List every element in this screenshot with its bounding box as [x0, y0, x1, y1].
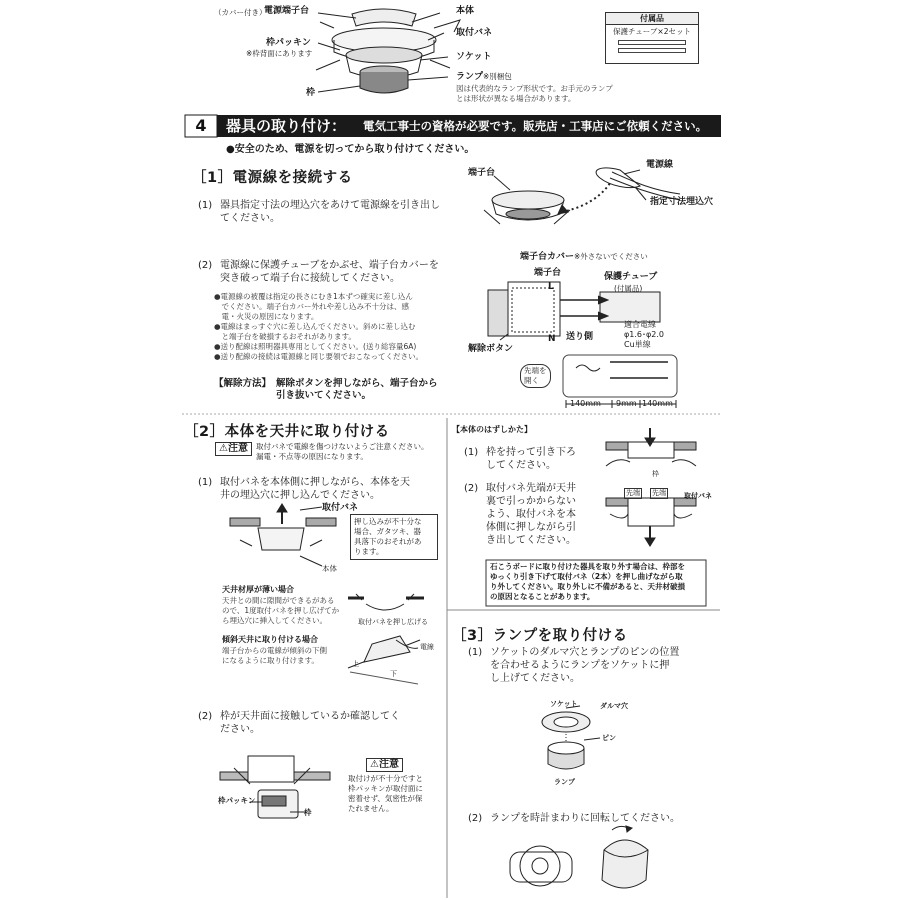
step2-heading: ［2］本体を天井に取り付ける: [184, 424, 390, 440]
removal-frame-label: 枠: [652, 470, 659, 478]
removal-p2-num: (2): [464, 483, 479, 494]
frame-packing-label: 枠パッキン: [266, 38, 311, 48]
lamp-note-1: 図は代表的なランプ形状です。お手元のランプ: [456, 84, 613, 93]
spring-label: 取付バネ: [456, 28, 493, 38]
insert-warning-box: 押し込みが不十分な 場合、ガタツキ、器 具落下のおそれがあ ります。: [350, 514, 438, 560]
tip-label-a: 先端: [626, 489, 640, 497]
thin-fig-caption: 取付バネを押し広げる: [358, 618, 428, 626]
fig2-release-label: 解除ボタン: [468, 344, 514, 354]
release-text: 解除ボタンを押しながら、端子台から 引き抜いてください。: [276, 378, 438, 401]
fig2-terminal-label: 端子台: [534, 268, 562, 278]
caution2-text: 取付けが不十分ですと 枠パッキンが取付面に 密着せず、気密性が保 たれません。: [348, 774, 423, 813]
lamp-rotate-fig: [510, 826, 648, 888]
step2-p1: 取付バネを本体側に押しながら、本体を天 井の埋込穴に押し込んでください。: [220, 477, 410, 501]
caution2-badge: ⚠注意: [366, 758, 403, 772]
tube-icon: [618, 48, 686, 53]
release-label: 【解除方法】: [214, 378, 272, 389]
step2-fig1: [230, 504, 336, 566]
fig-frame-label: 枠: [304, 808, 312, 817]
removal-spring-label: 取付バネ: [684, 492, 712, 500]
caution-badge: ⚠注意: [215, 442, 252, 456]
accessory-box: [605, 12, 699, 64]
removal-title: 【本体のはずしかた】: [452, 425, 532, 434]
accessory-item: 保護チューブ×2セット: [613, 27, 691, 36]
step1-p1: 器具指定寸法の埋込穴をあけて電源線を引き出し てください。: [220, 200, 440, 224]
step1-p1-num: (1): [198, 200, 213, 211]
removal-p2: 取付バネ先端が天井 裏で引っかからない よう、取付バネを本 体側に押しながら引 き出してください。: [486, 483, 576, 546]
fig2-wire-spec: 適合電線 φ1.6･φ2.0 Cu単線: [624, 320, 664, 349]
packing-note: ※枠背面にあります: [246, 49, 313, 58]
section-number: 4: [195, 116, 207, 135]
fig-body-label: 本体: [322, 564, 337, 573]
removal-p1: 枠を持って引き下ろ してください。: [486, 447, 576, 471]
fig2-N: N: [548, 334, 556, 344]
caution-text: 取付バネで電線を傷つけないようご注意ください。 漏電・不点等の原因になります。: [256, 442, 429, 461]
fig-terminal-label: 端子台: [468, 168, 496, 178]
socket-label: ソケット: [456, 52, 492, 62]
terminal-base-label: 電源端子台: [264, 6, 310, 16]
step1-p2: 電源線に保護チューブをかぶせ、端子台カバーを 突き破って端子台に接続してください。: [220, 260, 439, 284]
section-title: 器具の取り付け：: [226, 117, 347, 135]
removal-box-text: 石こうボードに取り付けた器具を取り外す場合は、枠部を ゆっくり引き下げて取付バネ（2本）を押し曲げながら取 り外してください。取り外しに不備があると、天井材破損 の原因となることがあります。: [490, 562, 685, 601]
frame-contact-fig: [220, 756, 330, 818]
slope-title: 傾斜天井に取り付ける場合: [222, 635, 318, 644]
step2-p1-num: (1): [198, 477, 213, 488]
fig2-tube-label: 保護チューブ: [604, 272, 658, 282]
accessory-title: 付属品: [606, 13, 698, 25]
fig-pin-label: ピン: [602, 734, 616, 742]
step1-bullets: ●電源線の被覆は指定の長さにむき1本ずつ確実に差し込ん でください。端子台カバー外れや差し込み不十分は、感 電・火災の原因になります。 ●電線はまっすぐ穴に差し込んでください。斜めに差し込む と端子台を破損するおそれがあります。 ●送り配線は照明器具専用としてください。(送り総容量6A) ●送り配線の接続は電源線と同じ要領でおこなってください。: [214, 292, 424, 361]
slope-down-label: 下: [390, 670, 397, 678]
thin-ceiling-fig: [348, 594, 424, 610]
warning-triangle-icon: ⚠: [370, 759, 379, 770]
slope-text: 端子台からの電線が傾斜の下側 になるように取り付けます。: [222, 646, 327, 665]
lamp-note-2: とは形状が異なる場合があります。: [456, 94, 576, 103]
step3-p2: ランプを時計まわりに回転してください。: [490, 813, 680, 824]
fig-keyhole-label: ダルマ穴: [600, 702, 628, 710]
removal-p1-num: (1): [464, 447, 479, 458]
thin-title: 天井材厚が薄い場合: [222, 585, 294, 594]
fig2-L: L: [548, 282, 554, 292]
lamp-install-fig: [542, 706, 600, 769]
fig-lamp-label: ランプ: [554, 778, 575, 786]
tube-icon: [618, 40, 686, 45]
step3-p2-num: (2): [468, 813, 483, 824]
fig2-dim-a: 140mm: [570, 399, 601, 408]
fig-power-wire-label: 電源線: [646, 160, 674, 170]
thin-text: 天井との間に隙間ができるがある ので、1度取付バネを押し広げてか ら埋込穴に挿入してください。: [222, 596, 340, 625]
cover-label: （カバー付き）: [214, 8, 267, 17]
body-label: 本体: [456, 6, 475, 16]
tip-label-b: 先端: [652, 489, 666, 497]
fig-socket-label: ソケット: [550, 700, 578, 708]
fig2-cover-label: 端子台カバー※外さないでください: [520, 252, 648, 262]
warning-triangle-icon: ⚠: [219, 443, 228, 454]
lamp-label: ランプ※別梱包: [456, 72, 512, 82]
slope-wire-label: 電線: [420, 643, 434, 651]
removal-fig2: [606, 498, 696, 546]
section-subtitle: 電気工事士の資格が必要です。販売店・工事店にご依頼ください。: [363, 119, 708, 133]
fig2-dim-c: 140mm: [642, 399, 673, 408]
top-fixture-drawing: [316, 9, 460, 93]
safety-note: ●安全のため、電源を切ってから取り付けてください。: [226, 144, 475, 155]
fig-spring-label: 取付バネ: [322, 503, 359, 513]
slope-up-label: 上: [352, 660, 359, 668]
step3-heading: ［3］ランプを取り付ける: [452, 628, 628, 644]
step3-p1-num: (1): [468, 647, 483, 658]
step2-p2-num: (2): [198, 711, 213, 722]
fig2-open-callout: 先端を 開く: [520, 364, 551, 388]
step1-fig1: [484, 168, 680, 224]
step3-p1: ソケットのダルマ穴とランプのピンの位置 を合わせるようにランプをソケットに押 し上げてください。: [490, 647, 680, 684]
step1-heading: ［1］電源線を接続する: [192, 170, 353, 186]
fig2-send-label: 送り側: [566, 332, 594, 342]
frame-label: 枠: [306, 88, 316, 98]
fig-hole-label: 指定寸法埋込穴: [650, 197, 714, 207]
step1-p2-num: (2): [198, 260, 213, 271]
removal-fig1: [606, 428, 696, 466]
fig2-tube-note: (付属品): [614, 284, 643, 293]
step2-p2: 枠が天井面に接触しているか確認してく ださい。: [220, 711, 400, 735]
fig-packing-label: 枠パッキン: [218, 796, 256, 805]
fig2-dim-b: 9mm: [616, 399, 637, 408]
